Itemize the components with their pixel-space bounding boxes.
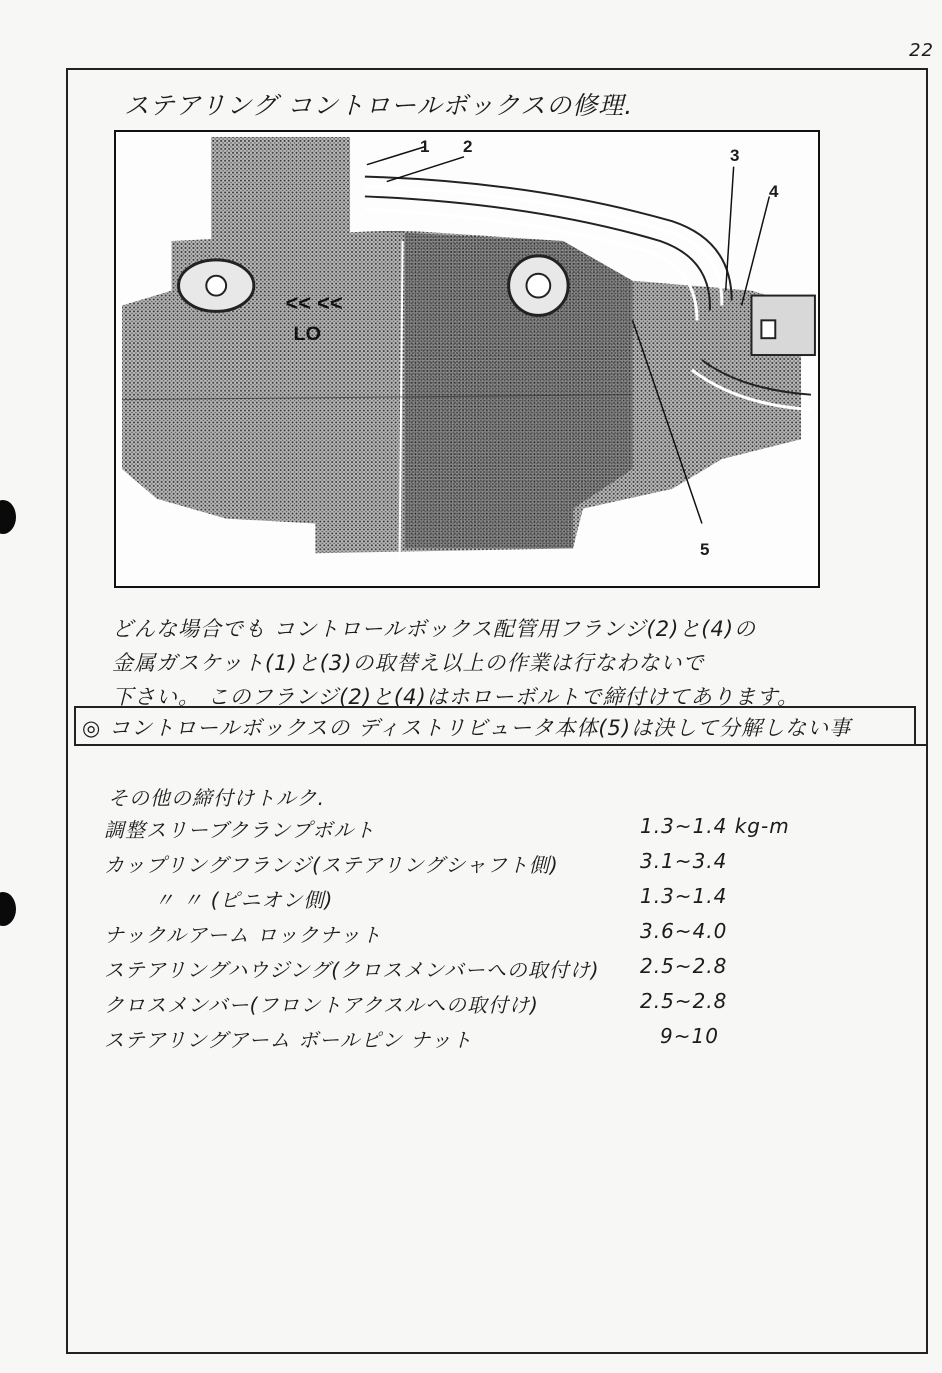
torque-row: [104, 1024, 904, 1059]
torque-item-name: ステアリングハウジング(クロスメンバーへの取付け): [104, 958, 600, 982]
torque-list: [104, 814, 904, 1059]
page-number: 22: [909, 40, 934, 61]
instruction-line: 下さい。 このフランジ(2)と(4)はホローボルトで締付けてあります。: [112, 685, 799, 709]
callout-2: 2: [463, 137, 473, 156]
torque-item-value: 2.5~2.8: [640, 989, 728, 1013]
torque-row: [104, 989, 904, 1024]
torque-row: [104, 814, 904, 849]
torque-row: [104, 954, 904, 989]
callout-4: 4: [769, 182, 779, 201]
note-underline: [74, 744, 926, 746]
torque-row: [104, 849, 904, 884]
torque-item-name: カップリングフランジ(ステアリングシャフト側): [104, 853, 559, 877]
torque-item-value: 1.3~1.4: [640, 884, 728, 908]
torque-row: [104, 919, 904, 954]
callout-3: 3: [730, 146, 740, 165]
punch-hole-bottom: [0, 892, 16, 926]
repair-instructions: [112, 612, 942, 714]
torque-item-name: ステアリングアーム ボールピン ナット: [104, 1028, 473, 1052]
torque-item-name: ナックルアーム ロックナット: [104, 923, 382, 947]
torque-item-name: クロスメンバー(フロントアクスルへの取付け): [104, 993, 539, 1017]
warning-note: ◎ コントロールボックスの ディストリビュータ本体(5)は決して分解しない事: [82, 716, 852, 740]
torque-item-name: 〃 〃 (ピニオン側): [154, 888, 334, 912]
torque-section-title: その他の締付けトルク.: [108, 786, 325, 810]
instruction-line: どんな場合でも コントロールボックス配管用フランジ(2)と(4)の: [112, 617, 757, 641]
torque-item-value: 1.3~1.4 kg-m: [640, 814, 790, 838]
torque-item-value: 3.6~4.0: [640, 919, 728, 943]
torque-item-value: 2.5~2.8: [640, 954, 728, 978]
svg-text:LO: LO: [293, 323, 322, 346]
torque-item-value: 9~10: [660, 1024, 719, 1048]
steering-control-box-photo: [114, 130, 820, 588]
callout-5: 5: [700, 540, 710, 559]
callout-1: 1: [420, 137, 430, 156]
torque-row: [104, 884, 904, 919]
svg-text:<< <<: << <<: [285, 290, 343, 316]
instruction-line: 金属ガスケット(1)と(3)の取替え以上の作業は行なわないで: [112, 651, 705, 675]
torque-item-name: 調整スリーブクランプボルト: [104, 818, 376, 842]
page-title: ステアリング コントロールボックスの修理.: [124, 91, 634, 120]
torque-item-value: 3.1~3.4: [640, 849, 728, 873]
punch-hole-top: [0, 500, 16, 534]
